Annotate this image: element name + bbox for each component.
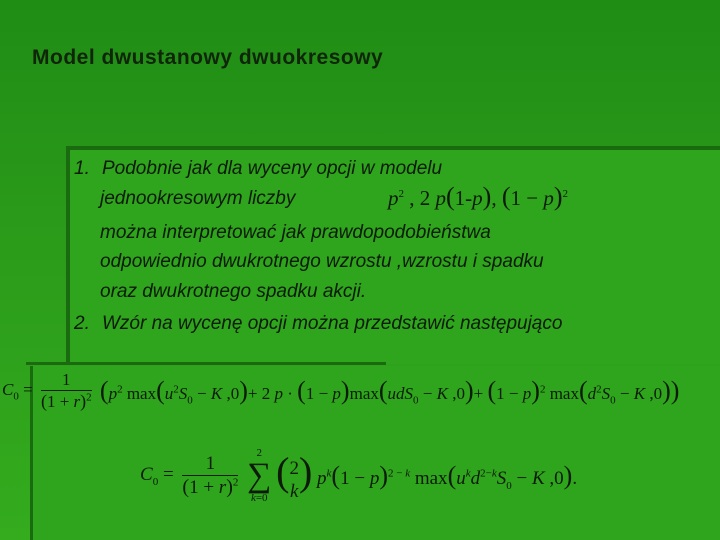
item-1-line-2: jednookresowym liczby bbox=[100, 188, 296, 209]
item-2-line-1: Wzór na wycenę opcji można przedstawić następująco bbox=[102, 313, 563, 334]
formula-2: $C_0$ = $\frac{1}{(1 + r)^2}$ 2 ∑ k=0 ( 2 k ) $p^k(1 - p)^{2 - k}$ $\max(u^kd^{2-k}S_0 - K$ ,0). bbox=[140, 447, 578, 504]
item-2-number: 2. bbox=[74, 313, 90, 334]
formula-1: $C_0$ = $\frac{1}{(1 + r)^2}$ ($p^2$ $\max(u^2S_0 - K$ ,0)+ 2 p · (1 − p)max(udS$_0$ − K $,0)+ (1 - p)^2$ $\max(d^2S_0 - K$ ,0)) bbox=[2, 370, 680, 411]
slide-title: Model dwustanowy dwuokresowy bbox=[32, 46, 384, 69]
item-1-line-1: Podobnie jak dla wyceny opcji w modelu bbox=[102, 158, 443, 179]
divider-line bbox=[26, 362, 386, 365]
probabilities-formula: $p^2$ , 2 p(1-p), $(1 - p)^2$ bbox=[388, 182, 569, 211]
item-1-line-5: oraz dwukrotnego spadku akcji. bbox=[100, 281, 367, 302]
item-1-line-4: odpowiednio dwukrotnego wzrostu ,wzrostu i spadku bbox=[100, 251, 544, 272]
item-1-line-3: można interpretować jak prawdopodobieństwa bbox=[100, 222, 491, 243]
item-1-number: 1. bbox=[74, 158, 90, 179]
